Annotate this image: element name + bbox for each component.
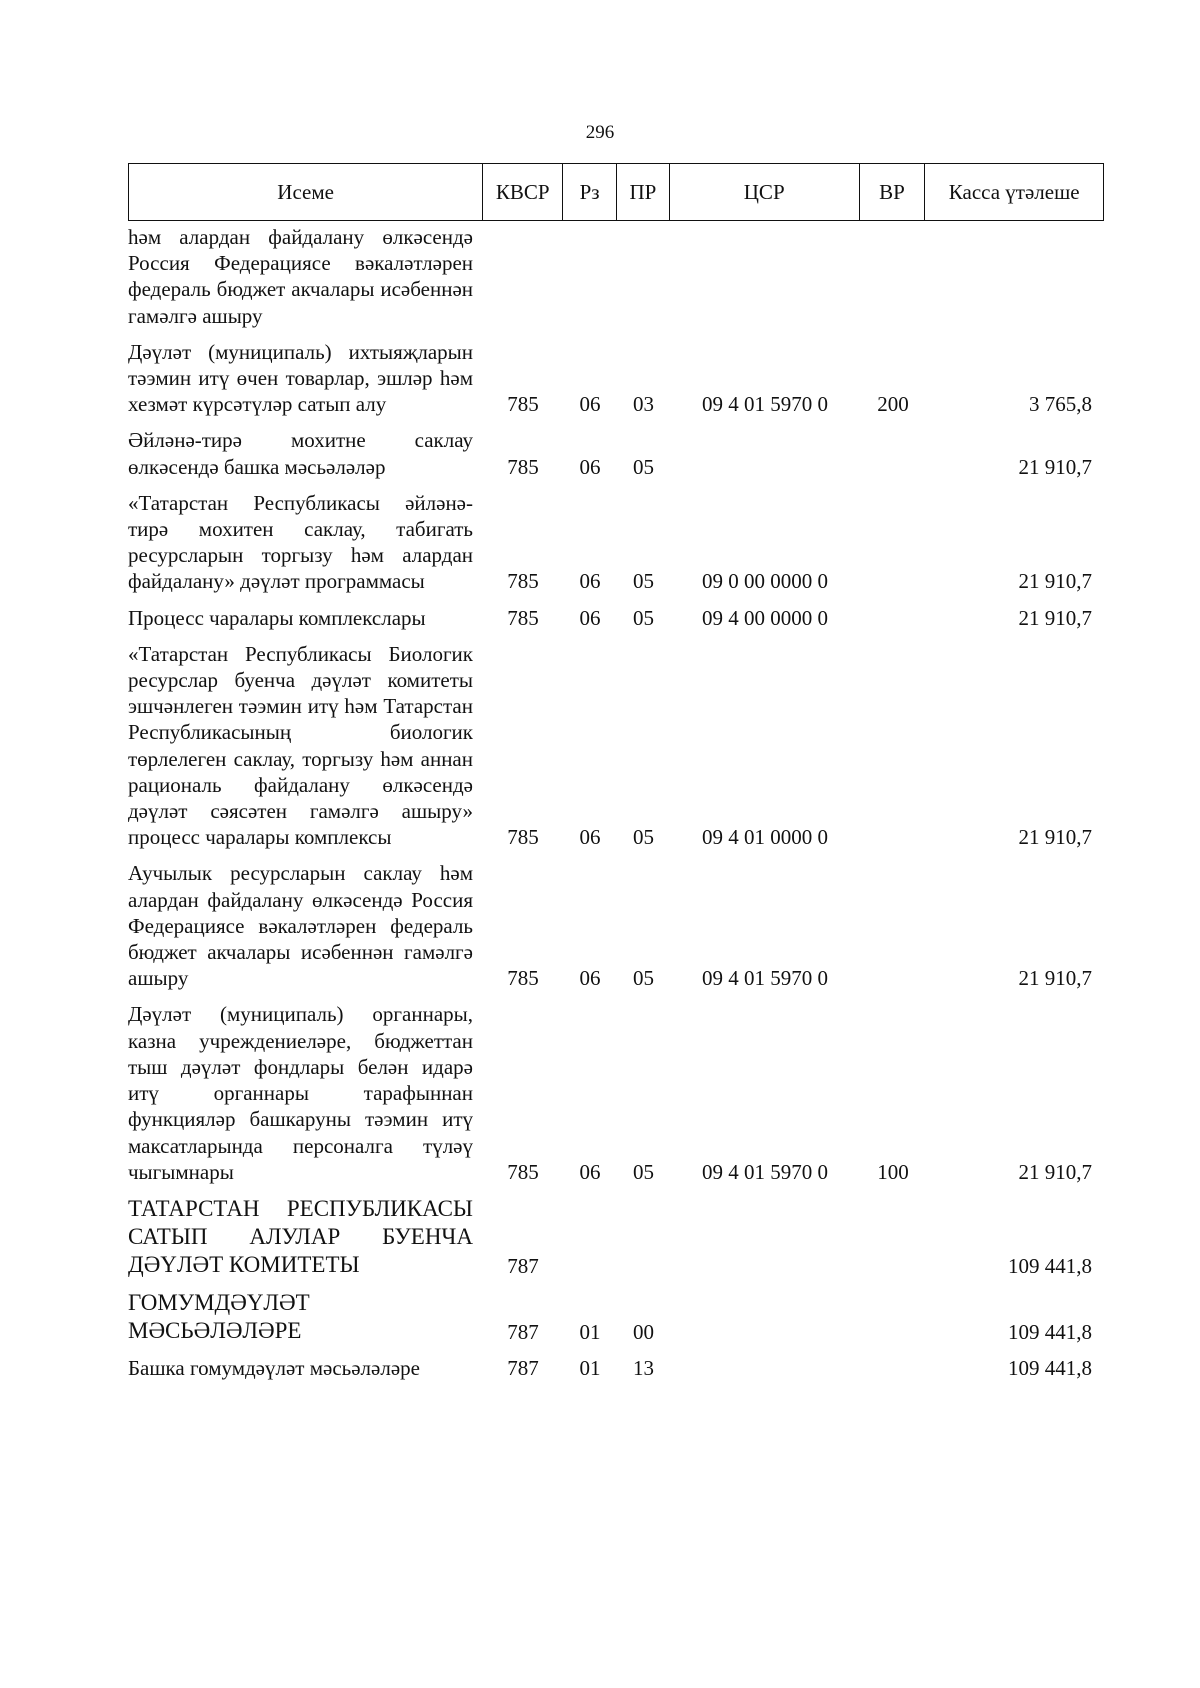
header-amount: Касса үтәлеше [948, 179, 1080, 204]
row-name: Процесс чаралары комплекслары [128, 605, 426, 630]
table-header [128, 163, 1104, 221]
row-pr: 05 [633, 1159, 654, 1184]
row-amount: 21 910,7 [1018, 966, 1092, 991]
row-pr: 05 [633, 454, 654, 479]
row-rz: 06 [579, 966, 601, 991]
row-pr: 05 [633, 605, 654, 630]
table-row [128, 224, 1104, 329]
table-row [128, 1289, 1104, 1345]
row-kvsr: 787 [507, 1253, 539, 1278]
header-kvsr: КВСР [483, 164, 563, 220]
row-name: «Татарстан Республикасы Биологик ресурслар буенча дәүләт комитеты эшчәнлеген тәэмин итү һәм Татарстан Республикасының биологик төрлелеген саклау, торгызу һәм аннан рациональ файдалану өлкәсендә дәүләт сәясәтен гамәлгә ашыру» процесс чаралары комплексы [128, 641, 473, 850]
row-rz: 06 [579, 454, 601, 479]
row-pr: 03 [633, 392, 654, 417]
row-kvsr: 785 [507, 454, 539, 479]
row-csr: 09 4 01 0000 0 [702, 825, 828, 850]
row-kvsr: 785 [507, 825, 539, 850]
header-pr: ПР [617, 164, 670, 220]
row-pr: 00 [633, 1319, 654, 1344]
row-csr: 09 4 01 5970 0 [702, 1159, 828, 1184]
row-kvsr: 785 [507, 605, 539, 630]
table-row [128, 1195, 1104, 1279]
table-row [128, 490, 1104, 595]
row-rz: 06 [579, 392, 601, 417]
table-row [128, 605, 1104, 631]
row-vr: 200 [877, 392, 909, 417]
row-kvsr: 785 [507, 569, 539, 594]
row-pr: 05 [633, 569, 654, 594]
row-rz: 01 [579, 1319, 601, 1344]
row-name: Башка гомумдәүләт мәсьәләләре [128, 1355, 420, 1380]
header-rz: Рз [563, 164, 617, 220]
row-pr: 05 [633, 966, 654, 991]
row-amount: 109 441,8 [1008, 1319, 1092, 1344]
table-row [128, 641, 1104, 851]
row-name: һәм алардан файдалану өлкәсендә Россия Федерациясе вәкаләтләрен федераль бюджет акчалары исәбеннән гамәлгә ашыру [128, 225, 473, 328]
row-amount: 21 910,7 [1018, 1159, 1092, 1184]
row-rz: 06 [579, 569, 601, 594]
table-row [128, 860, 1104, 991]
row-kvsr: 787 [507, 1355, 539, 1380]
row-kvsr: 785 [507, 966, 539, 991]
header-name: Исеме [129, 164, 483, 220]
row-pr: 05 [633, 825, 654, 850]
table-row [128, 427, 1104, 479]
row-name: Дәүләт (муниципаль) ихтыяҗларын тәэмин итү өчен товарлар, эшләр һәм хезмәт күрсәтүләр сатып алу [128, 339, 473, 417]
row-csr: 09 4 00 0000 0 [702, 605, 828, 630]
row-rz: 06 [579, 1159, 601, 1184]
row-csr: 09 4 01 5970 0 [702, 966, 828, 991]
row-kvsr: 787 [507, 1319, 539, 1344]
row-csr: 09 4 01 5970 0 [702, 392, 828, 417]
row-amount: 21 910,7 [1018, 454, 1092, 479]
row-amount: 3 765,8 [1029, 392, 1092, 417]
row-rz: 01 [579, 1355, 601, 1380]
row-name: Аучылык ресурсларын саклау һәм алардан файдалану өлкәсендә Россия Федерациясе вәкаләтләрен федераль бюджет акчалары исәбеннән гамәлгә ашыру [128, 861, 473, 991]
table-body [128, 224, 1104, 1391]
row-pr: 13 [633, 1355, 654, 1380]
row-amount: 21 910,7 [1018, 605, 1092, 630]
row-rz: 06 [579, 605, 601, 630]
row-amount: 109 441,8 [1008, 1355, 1092, 1380]
row-amount: 21 910,7 [1018, 569, 1092, 594]
table-row [128, 1355, 1104, 1381]
row-name: Дәүләт (муниципаль) органнары, казна учреждениеләре, бюджеттан тыш дәүләт фондлары белән идарә итү органнары тарафыннан функцияләр башкаруны тәэмин итү максатларында персоналга түләү чыгымнары [128, 1002, 473, 1184]
row-name: «Татарстан Республикасы әйләнә-тирә мохитен саклау, табигать ресурсларын торгызу һәм алардан файдалану» дәүләт программасы [128, 490, 473, 594]
header-csr: ЦСР [670, 164, 860, 220]
page-number: 296 [585, 122, 615, 143]
row-kvsr: 785 [507, 1159, 539, 1184]
row-name: Әйләнә-тирә мохитне саклау өлкәсендә башка мәсьәләләр [128, 428, 473, 479]
table-row [128, 1001, 1104, 1184]
header-vr: ВР [860, 164, 926, 220]
row-amount: 109 441,8 [1008, 1253, 1092, 1278]
table-row [128, 339, 1104, 418]
row-kvsr: 785 [507, 392, 539, 417]
row-csr: 09 0 00 0000 0 [702, 569, 828, 594]
row-amount: 21 910,7 [1018, 825, 1092, 850]
row-name: ГОМУМДӘҮЛӘТ МӘСЬӘЛӘЛӘРЕ [128, 1289, 310, 1343]
row-vr: 100 [877, 1159, 909, 1184]
row-rz: 06 [579, 825, 601, 850]
row-name: ТАТАРСТАН РЕСПУБЛИКАСЫ САТЫП АЛУЛАР БУЕНЧА ДӘҮЛӘТ КОМИТЕТЫ [128, 1195, 473, 1277]
